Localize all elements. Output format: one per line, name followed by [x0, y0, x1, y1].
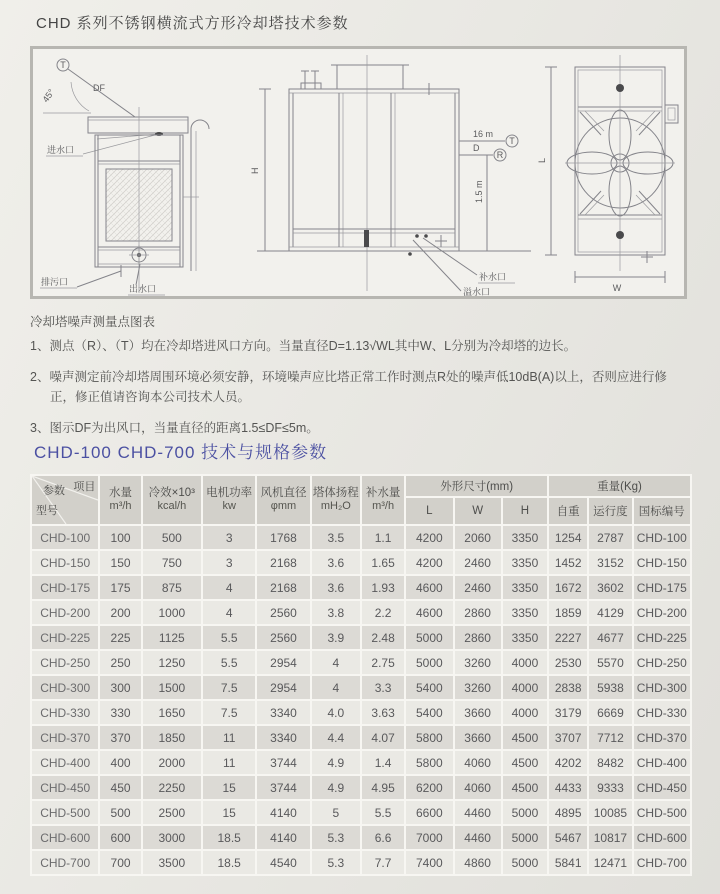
- value-cell: 3.6: [312, 551, 360, 574]
- value-cell: 3.6: [312, 576, 360, 599]
- value-cell: 18.5: [203, 851, 255, 874]
- value-cell: 3707: [549, 726, 587, 749]
- inlet-label: 进水口: [47, 145, 75, 155]
- value-cell: 6669: [589, 701, 631, 724]
- value-cell: 4200: [406, 526, 452, 549]
- table-row: [32, 826, 690, 849]
- value-cell: 2060: [455, 526, 501, 549]
- value-cell: 4460: [455, 826, 501, 849]
- value-cell: 4.9: [312, 751, 360, 774]
- code-cell: CHD-400: [634, 751, 690, 774]
- spec-table-wrap: [30, 474, 692, 876]
- point-t2-label: T: [509, 136, 515, 146]
- value-cell: 2954: [257, 651, 309, 674]
- value-cell: 3: [203, 526, 255, 549]
- value-cell: 8482: [589, 751, 631, 774]
- value-cell: 5570: [589, 651, 631, 674]
- col-header-makeup-water: 补水量 m³/h: [362, 476, 404, 524]
- value-cell: 11: [203, 751, 255, 774]
- value-cell: 3744: [257, 776, 309, 799]
- note-2: 2、噪声测定前冷却塔周围环境必须安静，环境噪声应比塔正常工作时测点R处的噪声低10dB(A)以上，否则应进行修正，修正值请咨询本公司技术人员。: [30, 370, 667, 404]
- table-row: [32, 526, 690, 549]
- value-cell: 5.3: [312, 826, 360, 849]
- col-header-head: 塔体扬程 mH₂O: [312, 476, 360, 524]
- value-cell: 7.7: [362, 851, 404, 874]
- value-cell: 5841: [549, 851, 587, 874]
- model-cell: CHD-370: [32, 726, 98, 749]
- corner-item-label: 项目: [73, 481, 96, 493]
- value-cell: 5.5: [362, 801, 404, 824]
- group-header-weight: 重量(Kg): [549, 476, 690, 496]
- value-cell: 1.65: [362, 551, 404, 574]
- value-cell: 150: [100, 551, 140, 574]
- model-cell: CHD-150: [32, 551, 98, 574]
- model-cell: CHD-225: [32, 626, 98, 649]
- value-cell: 2.48: [362, 626, 404, 649]
- table-row: [32, 551, 690, 574]
- subcol-W: W: [455, 498, 501, 524]
- value-cell: 5000: [406, 626, 452, 649]
- value-cell: 4000: [503, 701, 547, 724]
- value-cell: 3660: [455, 701, 501, 724]
- value-cell: 3.3: [362, 676, 404, 699]
- code-cell: CHD-175: [634, 576, 690, 599]
- corner-param-label: 参数: [43, 485, 65, 497]
- table-row: [32, 576, 690, 599]
- dim-1-5m-label: 1.5 m: [474, 180, 484, 203]
- group-header-dimensions: 外形尺寸(mm): [406, 476, 547, 496]
- value-cell: 2000: [143, 751, 201, 774]
- value-cell: 7.5: [203, 676, 255, 699]
- value-cell: 12471: [589, 851, 631, 874]
- value-cell: 6.6: [362, 826, 404, 849]
- table-row: [32, 651, 690, 674]
- value-cell: 7400: [406, 851, 452, 874]
- spec-table: [30, 474, 692, 876]
- model-cell: CHD-200: [32, 601, 98, 624]
- value-cell: 3744: [257, 751, 309, 774]
- value-cell: 15: [203, 776, 255, 799]
- value-cell: 3.8: [312, 601, 360, 624]
- code-cell: CHD-225: [634, 626, 690, 649]
- model-cell: CHD-500: [32, 801, 98, 824]
- col-header-fan-diameter: 风机直径 φmm: [257, 476, 309, 524]
- model-cell: CHD-330: [32, 701, 98, 724]
- value-cell: 3350: [503, 626, 547, 649]
- subcol-self-weight: 自重: [549, 498, 587, 524]
- value-cell: 4.4: [312, 726, 360, 749]
- table-row: [32, 601, 690, 624]
- value-cell: 2838: [549, 676, 587, 699]
- table-row: [32, 726, 690, 749]
- value-cell: 4: [203, 576, 255, 599]
- value-cell: 7.5: [203, 701, 255, 724]
- code-cell: CHD-300: [634, 676, 690, 699]
- notes-caption: 冷却塔噪声测量点图表: [30, 315, 156, 329]
- subcol-standard-code: 国标编号: [634, 498, 690, 524]
- value-cell: 4500: [503, 751, 547, 774]
- value-cell: 4000: [503, 651, 547, 674]
- code-cell: CHD-500: [634, 801, 690, 824]
- h-label: H: [250, 167, 260, 174]
- point-r-label: R: [496, 150, 504, 160]
- makeup-label: 补水口: [479, 272, 507, 282]
- value-cell: 330: [100, 701, 140, 724]
- value-cell: 370: [100, 726, 140, 749]
- value-cell: 3179: [549, 701, 587, 724]
- value-cell: 175: [100, 576, 140, 599]
- col-header-cooling: 冷效×10³ kcal/h: [143, 476, 201, 524]
- value-cell: 2560: [257, 626, 309, 649]
- l-label: L: [537, 157, 547, 163]
- table-row: [32, 776, 690, 799]
- value-cell: 5000: [503, 851, 547, 874]
- value-cell: 4.0: [312, 701, 360, 724]
- value-cell: 1768: [257, 526, 309, 549]
- value-cell: 4140: [257, 826, 309, 849]
- value-cell: 3340: [257, 726, 309, 749]
- df-label: DF: [93, 83, 105, 93]
- value-cell: 4433: [549, 776, 587, 799]
- value-cell: 3350: [503, 576, 547, 599]
- value-cell: 500: [100, 801, 140, 824]
- model-cell: CHD-600: [32, 826, 98, 849]
- value-cell: 2860: [455, 626, 501, 649]
- value-cell: 2250: [143, 776, 201, 799]
- model-cell: CHD-250: [32, 651, 98, 674]
- subcol-operating-weight: 运行度: [589, 498, 631, 524]
- value-cell: 15: [203, 801, 255, 824]
- spec-table-body: [32, 526, 690, 874]
- table-row: [32, 801, 690, 824]
- model-cell: CHD-175: [32, 576, 98, 599]
- angle-label: 45°: [40, 87, 57, 105]
- value-cell: 6600: [406, 801, 452, 824]
- value-cell: 875: [143, 576, 201, 599]
- value-cell: 3.9: [312, 626, 360, 649]
- overflow-label: 溢水口: [463, 287, 491, 296]
- value-cell: 3.5: [312, 526, 360, 549]
- value-cell: 2860: [455, 601, 501, 624]
- note-3: 3、图示DF为出风口，当量直径的距离1.5≤DF≤5m。: [30, 421, 319, 435]
- code-cell: CHD-200: [634, 601, 690, 624]
- value-cell: 700: [100, 851, 140, 874]
- value-cell: 4: [203, 601, 255, 624]
- value-cell: 4140: [257, 801, 309, 824]
- value-cell: 4: [312, 676, 360, 699]
- note-1: 1、测点（R）、（T）均在冷却塔进风口方向。当量直径D=1.13√WL其中W、L分别为冷却塔的边长。: [30, 339, 577, 353]
- value-cell: 5000: [406, 651, 452, 674]
- value-cell: 5400: [406, 676, 452, 699]
- subcol-H: H: [503, 498, 547, 524]
- drain-label: 排污口: [41, 277, 69, 287]
- value-cell: 5: [312, 801, 360, 824]
- outlet-label: 出水口: [129, 284, 157, 294]
- value-cell: 250: [100, 651, 140, 674]
- value-cell: 3350: [503, 601, 547, 624]
- table-row: [32, 751, 690, 774]
- model-cell: CHD-100: [32, 526, 98, 549]
- value-cell: 1650: [143, 701, 201, 724]
- subcol-L: L: [406, 498, 452, 524]
- value-cell: 2460: [455, 576, 501, 599]
- value-cell: 5400: [406, 701, 452, 724]
- value-cell: 1.93: [362, 576, 404, 599]
- value-cell: 5000: [503, 826, 547, 849]
- value-cell: 1.1: [362, 526, 404, 549]
- value-cell: 1452: [549, 551, 587, 574]
- value-cell: 500: [143, 526, 201, 549]
- value-cell: 4500: [503, 726, 547, 749]
- code-cell: CHD-370: [634, 726, 690, 749]
- value-cell: 450: [100, 776, 140, 799]
- value-cell: 2168: [257, 551, 309, 574]
- col-header-motor-power: 电机功率 kw: [203, 476, 255, 524]
- value-cell: 400: [100, 751, 140, 774]
- value-cell: 4860: [455, 851, 501, 874]
- value-cell: 4202: [549, 751, 587, 774]
- value-cell: 5.5: [203, 651, 255, 674]
- code-cell: CHD-700: [634, 851, 690, 874]
- value-cell: 1250: [143, 651, 201, 674]
- value-cell: 4600: [406, 576, 452, 599]
- value-cell: 3350: [503, 551, 547, 574]
- model-cell: CHD-450: [32, 776, 98, 799]
- code-cell: CHD-250: [634, 651, 690, 674]
- section-title: CHD-100 CHD-700 技术与规格参数: [34, 443, 328, 462]
- code-cell: CHD-450: [634, 776, 690, 799]
- code-cell: CHD-100: [634, 526, 690, 549]
- corner-header: [32, 476, 98, 524]
- value-cell: 3000: [143, 826, 201, 849]
- value-cell: 3500: [143, 851, 201, 874]
- value-cell: 225: [100, 626, 140, 649]
- value-cell: 750: [143, 551, 201, 574]
- value-cell: 2460: [455, 551, 501, 574]
- dim-d-label: D: [473, 143, 480, 153]
- code-cell: CHD-600: [634, 826, 690, 849]
- value-cell: 100: [100, 526, 140, 549]
- point-t-label: T: [60, 60, 66, 70]
- value-cell: 4060: [455, 751, 501, 774]
- value-cell: 4895: [549, 801, 587, 824]
- value-cell: 3.63: [362, 701, 404, 724]
- value-cell: 2560: [257, 601, 309, 624]
- model-cell: CHD-700: [32, 851, 98, 874]
- model-cell: CHD-300: [32, 676, 98, 699]
- value-cell: 4.9: [312, 776, 360, 799]
- value-cell: 300: [100, 676, 140, 699]
- value-cell: 600: [100, 826, 140, 849]
- value-cell: 4000: [503, 676, 547, 699]
- value-cell: 3260: [455, 651, 501, 674]
- table-row: [32, 851, 690, 874]
- value-cell: 4: [312, 651, 360, 674]
- value-cell: 5000: [503, 801, 547, 824]
- value-cell: 4460: [455, 801, 501, 824]
- notes-list: [30, 336, 690, 449]
- value-cell: 2787: [589, 526, 631, 549]
- value-cell: 1000: [143, 601, 201, 624]
- value-cell: 4600: [406, 601, 452, 624]
- value-cell: 4129: [589, 601, 631, 624]
- value-cell: 2.2: [362, 601, 404, 624]
- value-cell: 2168: [257, 576, 309, 599]
- diagram-panel: [30, 46, 687, 299]
- front-view-drawing: [245, 49, 535, 296]
- value-cell: 3350: [503, 526, 547, 549]
- value-cell: 11: [203, 726, 255, 749]
- value-cell: 3: [203, 551, 255, 574]
- w-label: W: [612, 283, 622, 293]
- dim-16m-label: 16 m: [473, 129, 494, 139]
- value-cell: 1.4: [362, 751, 404, 774]
- value-cell: 7712: [589, 726, 631, 749]
- value-cell: 4.07: [362, 726, 404, 749]
- value-cell: 1254: [549, 526, 587, 549]
- value-cell: 1850: [143, 726, 201, 749]
- table-row: [32, 626, 690, 649]
- value-cell: 5938: [589, 676, 631, 699]
- value-cell: 10817: [589, 826, 631, 849]
- value-cell: 5800: [406, 726, 452, 749]
- value-cell: 7000: [406, 826, 452, 849]
- table-row: [32, 676, 690, 699]
- value-cell: 1500: [143, 676, 201, 699]
- value-cell: 2500: [143, 801, 201, 824]
- value-cell: 3260: [455, 676, 501, 699]
- value-cell: 3340: [257, 701, 309, 724]
- top-view-drawing: [535, 49, 684, 296]
- code-cell: CHD-330: [634, 701, 690, 724]
- value-cell: 6200: [406, 776, 452, 799]
- value-cell: 5467: [549, 826, 587, 849]
- value-cell: 4540: [257, 851, 309, 874]
- value-cell: 2530: [549, 651, 587, 674]
- table-row: [32, 701, 690, 724]
- value-cell: 3602: [589, 576, 631, 599]
- page-title: CHD 系列不锈钢横流式方形冷却塔技术参数: [36, 15, 349, 32]
- value-cell: 18.5: [203, 826, 255, 849]
- value-cell: 1672: [549, 576, 587, 599]
- code-cell: CHD-150: [634, 551, 690, 574]
- value-cell: 1859: [549, 601, 587, 624]
- value-cell: 4.95: [362, 776, 404, 799]
- side-view-drawing: [33, 49, 245, 296]
- col-header-water: 水量 m³/h: [100, 476, 140, 524]
- model-cell: CHD-400: [32, 751, 98, 774]
- value-cell: 4200: [406, 551, 452, 574]
- value-cell: 9333: [589, 776, 631, 799]
- value-cell: 4500: [503, 776, 547, 799]
- value-cell: 3660: [455, 726, 501, 749]
- value-cell: 2227: [549, 626, 587, 649]
- value-cell: 4677: [589, 626, 631, 649]
- value-cell: 1125: [143, 626, 201, 649]
- value-cell: 5800: [406, 751, 452, 774]
- value-cell: 4060: [455, 776, 501, 799]
- value-cell: 5.3: [312, 851, 360, 874]
- value-cell: 2954: [257, 676, 309, 699]
- value-cell: 2.75: [362, 651, 404, 674]
- value-cell: 5.5: [203, 626, 255, 649]
- value-cell: 200: [100, 601, 140, 624]
- value-cell: 3152: [589, 551, 631, 574]
- value-cell: 10085: [589, 801, 631, 824]
- corner-model-label: 型号: [36, 505, 58, 517]
